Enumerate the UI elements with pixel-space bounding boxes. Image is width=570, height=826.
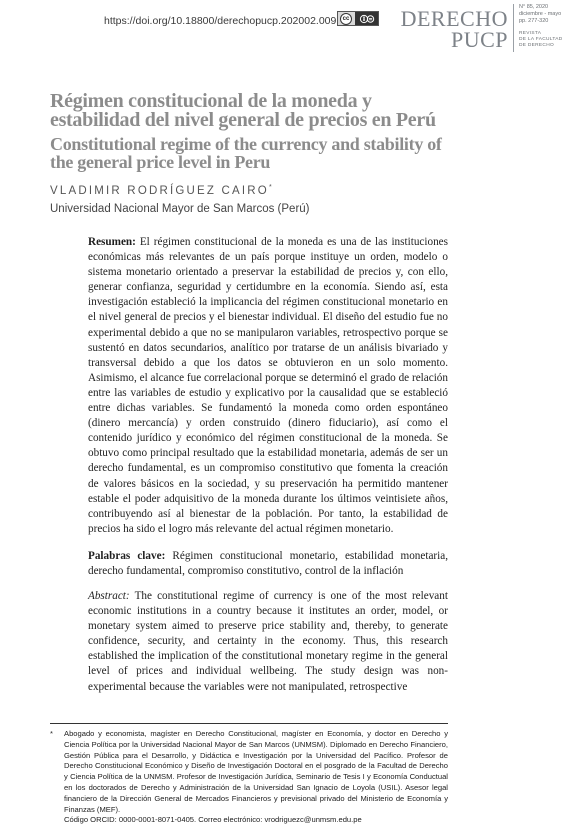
abstract-spanish-text: El régimen constitucional de la moneda es una de las instituciones económicas más relevantes de un país porque instituye un orden, modelo o sistema monetario orientado a preservar la estabilidad de precios y, con ello, generar confianza, seguridad y certidumbre en la economía. Siendo así, esta investigación estableció la implicancia del régimen constitucional monetario en el nivel general de precios y el bienestar individual. El diseño del estudio fue no experimental debido a que no se manipularon variables, retrospectivo porque se sustentó en datos secundarios, analítico por tratarse de un análisis bivariado y transversal debido a que los datos se obtuvieron en un solo momento. Asimismo, el alcance fue correlacional porque se determinó el grado de relación entre las variables de estudio y explicativo por la causalidad que se estableció entre dichas variables. Se fundamentó la moneda como orden espontáneo (dinero mercancía) y orden construido (dinero fiduciario), así como el contenido jurídico y económico del régimen constitucional de la moneda. Se obtuvo como principal resultado que la estabilidad monetaria, además de ser un derecho fundamental, es un compromiso constitutivo que fomenta la creación de valores básicos en la sociedad, y su preservación ha permitido mantener estable el poder adquisitivo de la moneda durante los últimos veintisiete años, contribuyendo así al bienestar de la población. Por tanto, la estabilidad de precios ha sido el logro más relevante del actual régimen monetario. (88, 236, 449, 535)
revista-line2: DE LA FACULTAD (519, 37, 563, 42)
by-person-icon (360, 14, 374, 24)
journal-logo (390, 8, 508, 50)
creative-commons-badge-icon (337, 11, 379, 26)
abstract-english (88, 589, 448, 695)
cc-logo-icon: cc (340, 13, 352, 25)
footnote-divider (50, 723, 448, 724)
page-header (0, 0, 570, 60)
author-footnote (50, 729, 448, 826)
abstract-spanish (88, 235, 448, 537)
brand-line1: DERECHO (400, 6, 508, 31)
abstract-english-label: Abstract: (88, 590, 130, 602)
brand-divider (513, 4, 514, 52)
issue-period: diciembre - mayo (519, 11, 562, 17)
abstract-spanish-label: Resumen: (88, 236, 136, 248)
footnote-mark: * (50, 729, 53, 738)
author-footnote-mark[interactable]: * (268, 184, 272, 191)
keywords-spanish-text: Régimen constitucional monetario, estabilidad monetaria, derecho fundamental, compromiso constitutivo, control de la inflación (88, 550, 449, 578)
article-title-english: Constitutional regime of the currency and stability of the general price level in Peru (50, 134, 442, 172)
author-affiliation: Universidad Nacional Mayor de San Marcos (Perú) (50, 203, 310, 215)
issue-pages: pp. 277-320 (519, 18, 549, 24)
issue-info (519, 4, 569, 25)
brand-line2: PUCP (450, 27, 508, 52)
keywords-spanish (88, 549, 448, 579)
revista-line3: DE DERECHO (519, 43, 554, 48)
issue-number: N° 85, 2020 (519, 4, 549, 10)
doi-link[interactable]: https://doi.org/10.18800/derechopucp.202002.009 (104, 15, 337, 27)
revista-label (519, 31, 569, 49)
revista-line1: REVISTA (519, 31, 542, 36)
cc-attribution-icon (355, 12, 378, 25)
abstract-english-text: The constitutional regime of currency is one of the most relevant economic institutions in a country because it institutes an order, model, or monetary system aimed to preserve price stability and, thereby, to generate confidence, security, and certainty in the economy. Thus, this research established the implication of the constitutional monetary regime in the general level of prices and individual wellbeing. The study design was non-experimental because the variables were not manipulated, retrospective (88, 590, 448, 693)
footnote-orcid: Código ORCID: 0000-0001-8071-0405. Correo electrónico: vrodriguezc@unmsm.edu.pe (64, 815, 362, 825)
keywords-spanish-label: Palabras clave: (88, 550, 166, 562)
article-title-spanish: Régimen constitucional de la moneda y estabilidad del nivel general de precios en Perú (50, 90, 436, 131)
footnote-text: Abogado y economista, magíster en Derecho Constitucional, magíster en Economía, y doctor en Derecho y Ciencia Política por la Universidad Nacional Mayor de San Marcos (UNMSM). Diplomado en Derecho Financiero, Gestión Pública para el Desarrollo, y Didáctica e Investigación por la Universidad del Pacífico. Profesor de Derecho Constitucional Económico y Diseño de Investigación Doctoral en el posgrado de la Facultad de Derecho y Ciencia Política de la UNMSM. Profesor de Investigación Jurídica, Seminario de Tesis I y Economía Conductual en los doctorados de Derecho y Administración de la Universidad San Ignacio de Loyola (USIL). Asesor legal financiero de la Dirección General de Mercados Financieros y previsional privado del Ministerio de Economía y Finanzas (MEF). (64, 729, 448, 814)
author-text: VLADIMIR RODRÍGUEZ CAIRO (50, 184, 269, 197)
author-name (50, 184, 272, 197)
